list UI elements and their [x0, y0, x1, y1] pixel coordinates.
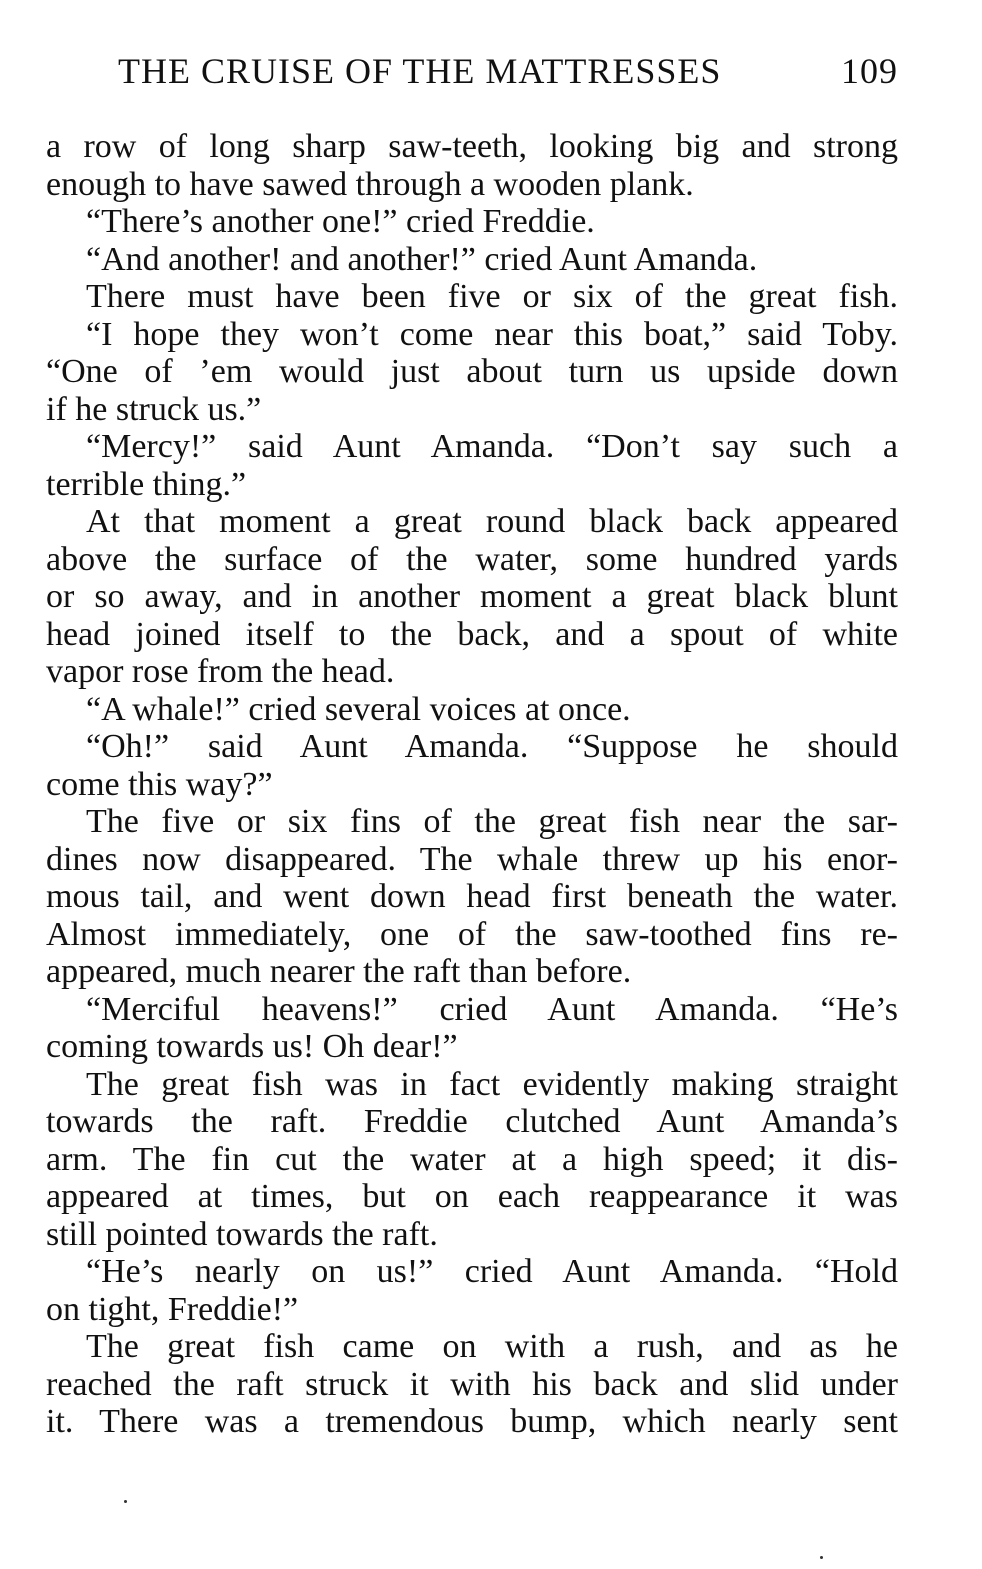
- text-line: or so away, and in another moment a great black blunt: [46, 578, 898, 615]
- text-line: The great fish was in fact evidently making straight: [86, 1065, 898, 1103]
- print-speck: [124, 1500, 127, 1503]
- text-line: it. There was a tremendous bump, which nearly sent: [46, 1403, 898, 1440]
- text-line: above the surface of the water, some hundred yards: [46, 540, 898, 578]
- running-title: THE CRUISE OF THE MATTRESSES: [118, 51, 722, 91]
- text-line: “Merciful heavens!” cried Aunt Amanda. “He’s: [86, 990, 898, 1028]
- text-line: The great fish came on with a rush, and as he: [86, 1328, 898, 1365]
- text-line: appeared, much nearer the raft than before.: [46, 953, 632, 990]
- text-line: terrible thing.”: [46, 465, 247, 503]
- body-text: [46, 128, 898, 1441]
- text-line: come this way?”: [46, 765, 273, 803]
- text-line: Almost immediately, one of the saw-toothed fins re-: [46, 915, 898, 953]
- text-line: The five or six fins of the great fish near the sar-: [86, 803, 898, 840]
- text-line: “I hope they won’t come near this boat,” said Toby.: [86, 315, 898, 353]
- text-line: coming towards us! Oh dear!”: [46, 1028, 458, 1065]
- text-line: arm. The fin cut the water at a high speed; it dis-: [46, 1140, 898, 1178]
- text-line: “Mercy!” said Aunt Amanda. “Don’t say such a: [86, 428, 898, 465]
- text-line: “And another! and another!” cried Aunt Amanda.: [86, 240, 758, 278]
- text-line: “One of ’em would just about turn us upside down: [46, 353, 898, 390]
- text-line: enough to have sawed through a wooden plank.: [46, 165, 694, 203]
- text-line: dines now disappeared. The whale threw up his enor-: [46, 840, 898, 878]
- text-line: head joined itself to the back, and a spout of white: [46, 615, 898, 653]
- text-line: “Oh!” said Aunt Amanda. “Suppose he should: [86, 728, 898, 765]
- text-line: on tight, Freddie!”: [46, 1290, 299, 1328]
- text-line: At that moment a great round black back appeared: [86, 503, 898, 540]
- running-header: [118, 50, 898, 100]
- page-number: 109: [841, 51, 898, 91]
- text-line: “He’s nearly on us!” cried Aunt Amanda. “Hold: [86, 1253, 898, 1290]
- text-line: “A whale!” cried several voices at once.: [86, 690, 631, 728]
- text-line: “There’s another one!” cried Freddie.: [86, 203, 595, 240]
- text-line: a row of long sharp saw-teeth, looking big and strong: [46, 128, 898, 165]
- text-line: if he struck us.”: [46, 390, 262, 428]
- text-line: still pointed towards the raft.: [46, 1215, 438, 1253]
- print-speck: [820, 1556, 823, 1559]
- text-line: appeared at times, but on each reappearance it was: [46, 1178, 898, 1215]
- text-line: towards the raft. Freddie clutched Aunt Amanda’s: [46, 1103, 898, 1140]
- text-line: There must have been five or six of the great fish.: [86, 278, 898, 315]
- text-line: reached the raft struck it with his back and slid under: [46, 1365, 898, 1403]
- text-line: vapor rose from the head.: [46, 653, 395, 690]
- text-line: mous tail, and went down head first beneath the water.: [46, 878, 898, 915]
